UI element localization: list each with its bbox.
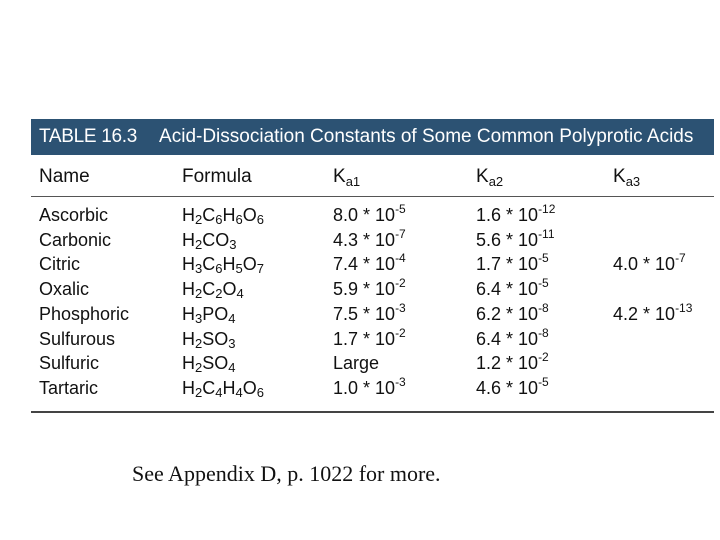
header-ka2-base: K (476, 166, 489, 187)
ka2-value: $1.2 * 10^{-2}$ (476, 350, 549, 374)
header-formula: Formula (182, 166, 252, 187)
acid-formula: $H_2C_4H_4O_6$ (182, 377, 264, 400)
acid-formula: $H_2C_6H_6O_6$ (182, 205, 264, 227)
ka1-value: $4.3 * 10^{-7}$ (333, 226, 406, 250)
ka1-value: $1.7 * 10^{-2}$ (333, 325, 406, 349)
ka2-value: $1.7 * 10^{-5}$ (476, 251, 549, 275)
header-ka1-base: K (333, 166, 346, 187)
header-ka3 (613, 166, 640, 188)
table-number: TABLE 16.3 (39, 126, 138, 147)
acid-name: Oxalic (39, 279, 90, 300)
ka2-value: $6.4 * 10^{-5}$ (476, 276, 549, 300)
acid-formula: $H_3PO_4$ (182, 303, 236, 326)
ka3-value: $4.2 * 10^{-13}$ (613, 300, 693, 324)
header-ka2 (476, 166, 503, 188)
header-ka1 (333, 166, 360, 188)
header-ka3-base: K (613, 166, 626, 187)
ka2-value: $5.6 * 10^{-11}$ (476, 226, 555, 250)
ka1-value: $5.9 * 10^{-2}$ (333, 276, 406, 300)
table-bottom-rule (31, 411, 714, 413)
acid-name: Ascorbic (39, 205, 109, 225)
acid-formula: $H_2SO_4$ (182, 353, 236, 376)
ka3-value: $4.0 * 10^{-7}$ (613, 251, 686, 275)
acid-formula: $H_2SO_3$ (182, 328, 236, 351)
acid-name: Carbonic (39, 229, 112, 250)
acid-formula: $H_2CO_3$ (182, 229, 237, 252)
acid-name: Sulfuric (39, 353, 100, 374)
header-name: Name (39, 166, 90, 187)
acid-name: Citric (39, 254, 80, 275)
ka1-value: $8.0 * 10^{-5}$ (333, 202, 406, 225)
table-caption: Acid-Dissociation Constants of Some Common Polyprotic Acids (159, 126, 694, 147)
ka1-value: $7.5 * 10^{-3}$ (333, 300, 406, 324)
header-divider (31, 196, 714, 197)
ka1-value: $7.4 * 10^{-4}$ (333, 251, 406, 275)
header-ka3-sub: a3 (625, 174, 641, 189)
ka2-value: $6.4 * 10^{-8}$ (476, 325, 549, 349)
footnote: See Appendix D, p. 1022 for more. (132, 461, 441, 486)
acid-name: Sulfurous (39, 328, 116, 349)
ka2-value: $1.6 * 10^{-12}$ (476, 202, 556, 225)
ka2-value: $4.6 * 10^{-5}$ (476, 374, 549, 398)
acid-formula: $H_3C_6H_5O_7$ (182, 254, 264, 277)
ka1-value: Large (333, 353, 380, 374)
table-title-bar (31, 119, 714, 155)
header-ka1-sub: a1 (345, 174, 361, 189)
ka2-value: $6.2 * 10^{-8}$ (476, 300, 549, 324)
acid-formula: $H_2C_2O_4$ (182, 279, 244, 302)
header-ka2-sub: a2 (488, 174, 504, 189)
acid-name: Tartaric (39, 377, 99, 398)
ka1-value: $1.0 * 10^{-3}$ (333, 374, 406, 398)
acid-name: Phosphoric (39, 303, 130, 324)
